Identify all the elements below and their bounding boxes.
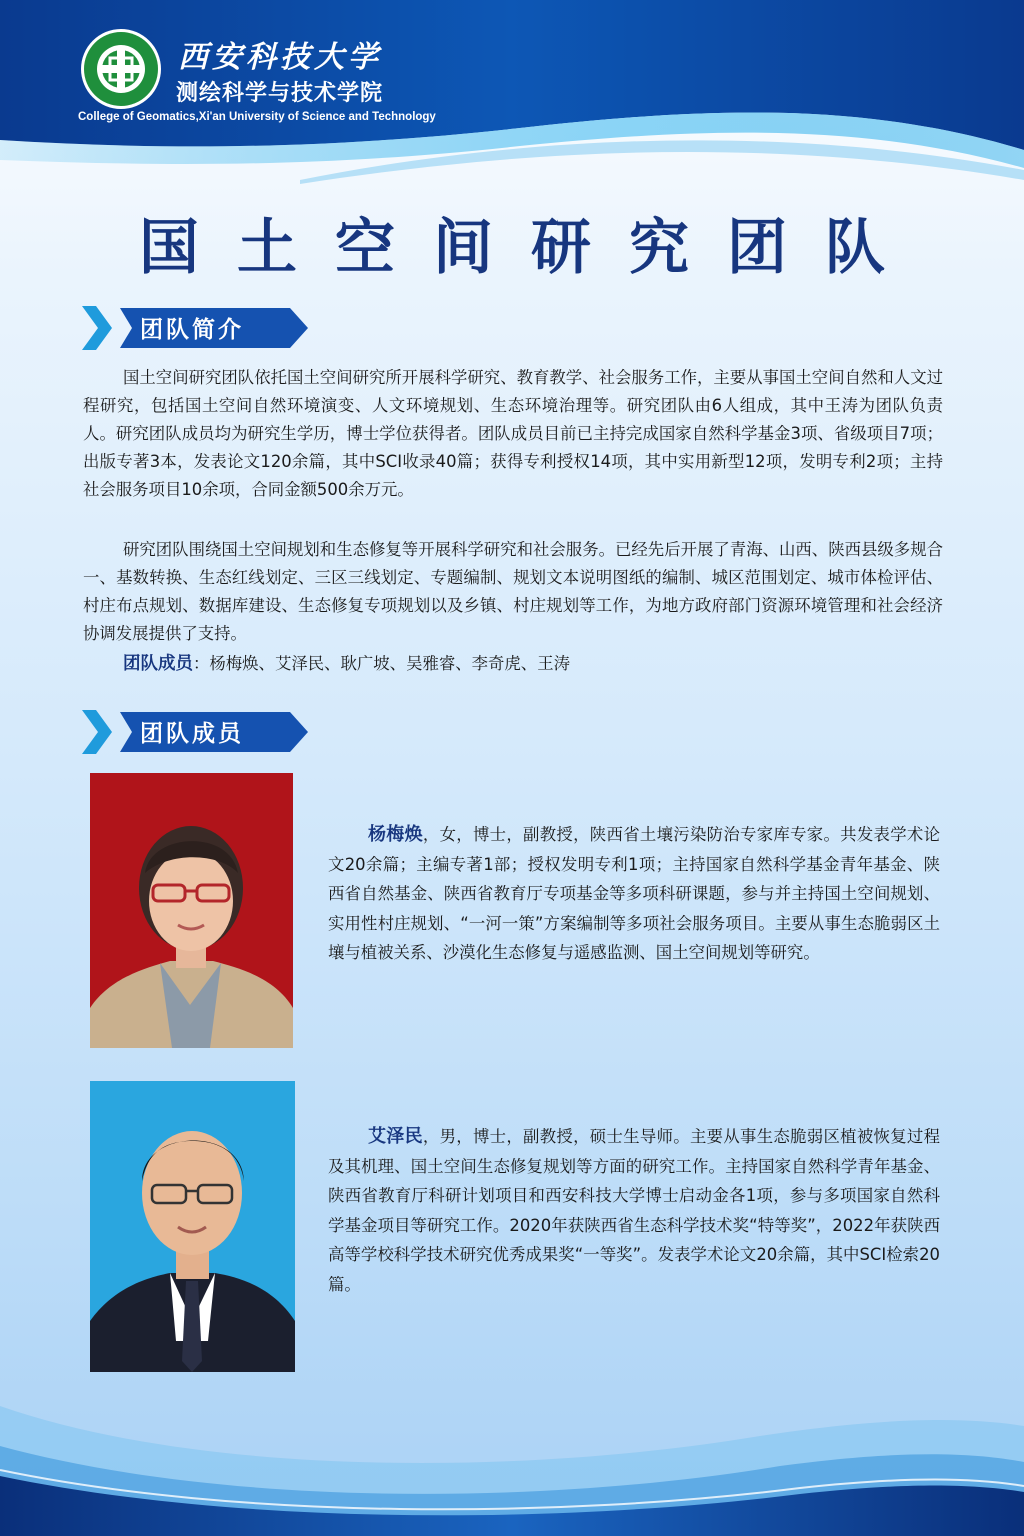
university-logo: [80, 28, 162, 110]
team-members-list: 杨梅焕、艾泽民、耿广坡、吴雅睿、李奇虎、王涛: [209, 654, 570, 673]
member-bio-text-2: ，男，博士，副教授，硕士生导师。主要从事生态脆弱区植被恢复过程及其机理、国土空间生态修复规划等方面的研究工作。主持国家自然科学青年基金、陕西省教育厅科研计划项目和西安科技大学博士启动金各1项，参与多项国家自然科学基金项目等研究工作。2020年获陕西省生态科学技术奖“特等奖”，2022年获陕西高等学校科学技术研究优秀成果奖“一等奖”。发表学术论文20余篇，其中SCI检索20篇。: [328, 1127, 941, 1294]
section-title-intro: 团队简介: [140, 317, 244, 343]
portrait-woman-icon: [90, 773, 293, 1048]
section-title-members: 团队成员: [140, 721, 244, 747]
member-bio-2: [328, 1122, 940, 1299]
member-bio-1: [328, 820, 940, 968]
intro-paragraph-2: 研究团队围绕国土空间规划和生态修复等开展科学研究和社会服务。已经先后开展了青海、山西、陕西县级多规合一、基数转换、生态红线划定、三区三线划定、专题编制、规划文本说明图纸的编制、城区范围划定、城市体检评估、村庄布点规划、数据库建设、生态修复专项规划以及乡镇、村庄规划等工作，为地方政府部门资源环境管理和社会经济协调发展提供了支持。: [83, 540, 943, 643]
member-name-2: 艾泽民: [368, 1126, 423, 1147]
member-name-1: 杨梅焕: [368, 824, 423, 845]
page-title: 国土空间研究团队: [139, 213, 923, 283]
team-members-line: [123, 650, 570, 675]
footer-band: [0, 1366, 1024, 1536]
intro-paragraph-1: 国土空间研究团队依托国土空间研究所开展科学研究、教育教学、社会服务工作，主要从事国土空间自然和人文过程研究，包括国土空间自然环境演变、人文环境规划、生态环境治理等。研究团队由6人组成，其中王涛为团队负责人。研究团队成员均为研究生学历，博士学位获得者。团队成员目前已主持完成国家自然科学基金3项、省级项目7项；出版专著3本，发表论文120余篇，其中SCI收录40篇；获得专利授权14项，其中实用新型12项，发明专利2项；主持社会服务项目10余项，合同金额500余万元。: [83, 368, 943, 499]
college-name-en: College of Geomatics,Xi'an University of Science and Technology: [78, 111, 436, 123]
school-name: 西安科技大学: [178, 40, 382, 75]
team-members-label: 团队成员: [123, 654, 193, 674]
portrait-man-icon: [90, 1081, 295, 1372]
section-header-members: [80, 708, 320, 756]
team-members-sep: ：: [193, 654, 210, 673]
member-photo-2: [90, 1081, 295, 1372]
member-bio-text-1: ，女，博士，副教授，陕西省土壤污染防治专家库专家。共发表学术论文20余篇；主编专著1部；授权发明专利1项；主持国家自然科学基金青年基金、陕西省自然基金、陕西省教育厅专项基金等多项科研课题，参与并主持国土空间规划、实用性村庄规划、“一河一策”方案编制等多项社会服务项目。主要从事生态脆弱区土壤与植被关系、沙漠化生态修复与遥感监测、国土空间规划等研究。: [328, 825, 941, 962]
college-name: 测绘科学与技术学院: [176, 81, 384, 106]
section-header-intro: [80, 304, 320, 352]
member-photo-1: [90, 773, 293, 1048]
